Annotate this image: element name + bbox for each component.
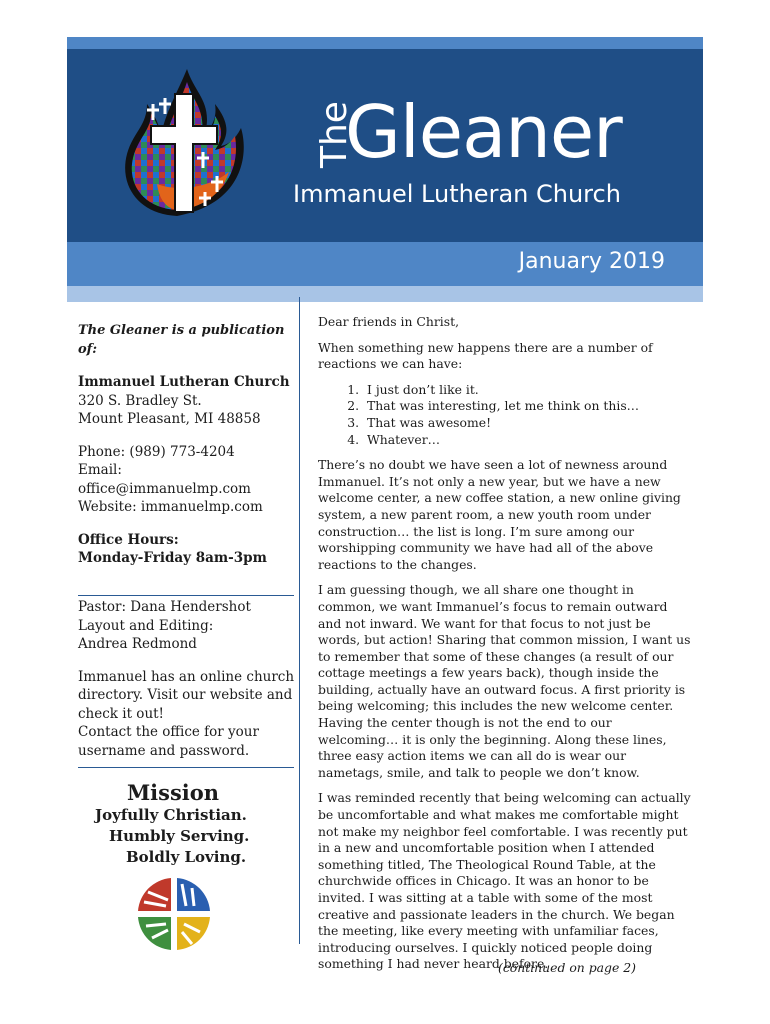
pastor: Pastor: Dana Hendershot — [78, 599, 251, 615]
mission-line-1: Joyfully Christian. — [95, 806, 247, 824]
editor: Andrea Redmond — [78, 636, 197, 652]
layout-label: Layout and Editing: — [78, 617, 214, 634]
masthead-subtitle: Immanuel Lutheran Church — [293, 180, 621, 208]
banner-top-strip — [67, 37, 703, 49]
flame-cross-logo-icon — [117, 64, 253, 224]
elca-cross-emblem-icon — [134, 874, 214, 954]
letter-intro: When something new happens there are a number of reactions we can have: — [318, 339, 653, 372]
mission-title: Mission — [126, 780, 220, 805]
publication-heading: The Gleaner is a publication of: — [78, 323, 285, 357]
contact-text: Contact the office for your username and password. — [78, 724, 259, 759]
letter-paragraph-2: I am guessing though, we all share one thought in common, we want Immanuel’s focus to remain outward and not inward. We want for that focus to not just be words, but action! Sharing that common mission, I want us to remember that some of these changes (a result of our cottage meetings a few years back), though inside the building, actually have an outward focus. A first priority is being welcoming; this includes the new welcome center. Having the center though is not the end to our welcoming… it is only the beginning. Along these lines, three easy action items we can all do is wear our nametags, smile, and talk to people we don’t know. — [318, 582, 691, 780]
sidebar-contact — [78, 322, 296, 568]
masthead-the: The — [314, 101, 355, 168]
sidebar-rule-top — [78, 595, 294, 596]
website: Website: immanuelmp.com — [78, 499, 263, 515]
address-line1: 320 S. Bradley St. — [78, 392, 202, 409]
office-hours: Monday-Friday 8am-3pm — [78, 550, 267, 566]
email: Email: office@immanuelmp.com — [78, 462, 251, 497]
mission-block — [78, 780, 268, 868]
sidebar-staff — [78, 598, 296, 760]
mission-line-3: Boldly Loving. — [126, 848, 247, 866]
letter-paragraph-1: There’s no doubt we have seen a lot of newness around Immanuel. It’s not only a new year, but we have a new welcome center, a new coffee station, a new online giving system, a new parent room, a new youth room under construction… the list is long. I’m sure among our worshipping community we have had all of the above reactions to the changes. — [318, 457, 681, 572]
letter-greeting: Dear friends in Christ, — [318, 314, 460, 329]
phone: Phone: (989) 773-4204 — [78, 443, 235, 460]
list-item: 1. I just don’t like it. — [363, 382, 694, 399]
issue-date: January 2019 — [518, 249, 665, 274]
mission-line-2: Humbly Serving. — [109, 827, 250, 845]
continued-note: (continued on page 2) — [498, 960, 636, 975]
directory-text: Immanuel has an online church directory. Visit our website and check it out! — [78, 668, 295, 722]
letter-paragraph-3: I was reminded recently that being welcoming can actually be uncomfortable and what makes me comfortable might not make my neighbor feel comfortable. I was recently put in a new and uncomfortable position when I attended something titled, The Theological Round Table, at the churchwide offices in Chicago. It was an honor to be invited. I was sitting at a table with some of the most creative and passionate leaders in the church. We began the meeting, like every meeting with unfamiliar faces, introducing ourselves. I quickly noticed people doing something I had never heard before. — [318, 790, 691, 972]
list-item: 4. Whatever… — [363, 432, 694, 449]
church-name: Immanuel Lutheran Church — [78, 374, 290, 390]
pastor-letter — [318, 314, 694, 982]
list-item: 3. That was awesome! — [363, 415, 694, 432]
column-divider — [299, 297, 300, 944]
masthead-title: Gleaner — [345, 90, 622, 174]
reactions-list — [318, 382, 694, 448]
office-hours-label: Office Hours: — [78, 531, 179, 548]
sidebar-rule-bottom — [78, 767, 294, 768]
banner-bottom-strip — [67, 286, 703, 302]
list-item: 2. That was interesting, let me think on this… — [363, 398, 694, 415]
address-line2: Mount Pleasant, MI 48858 — [78, 411, 261, 427]
